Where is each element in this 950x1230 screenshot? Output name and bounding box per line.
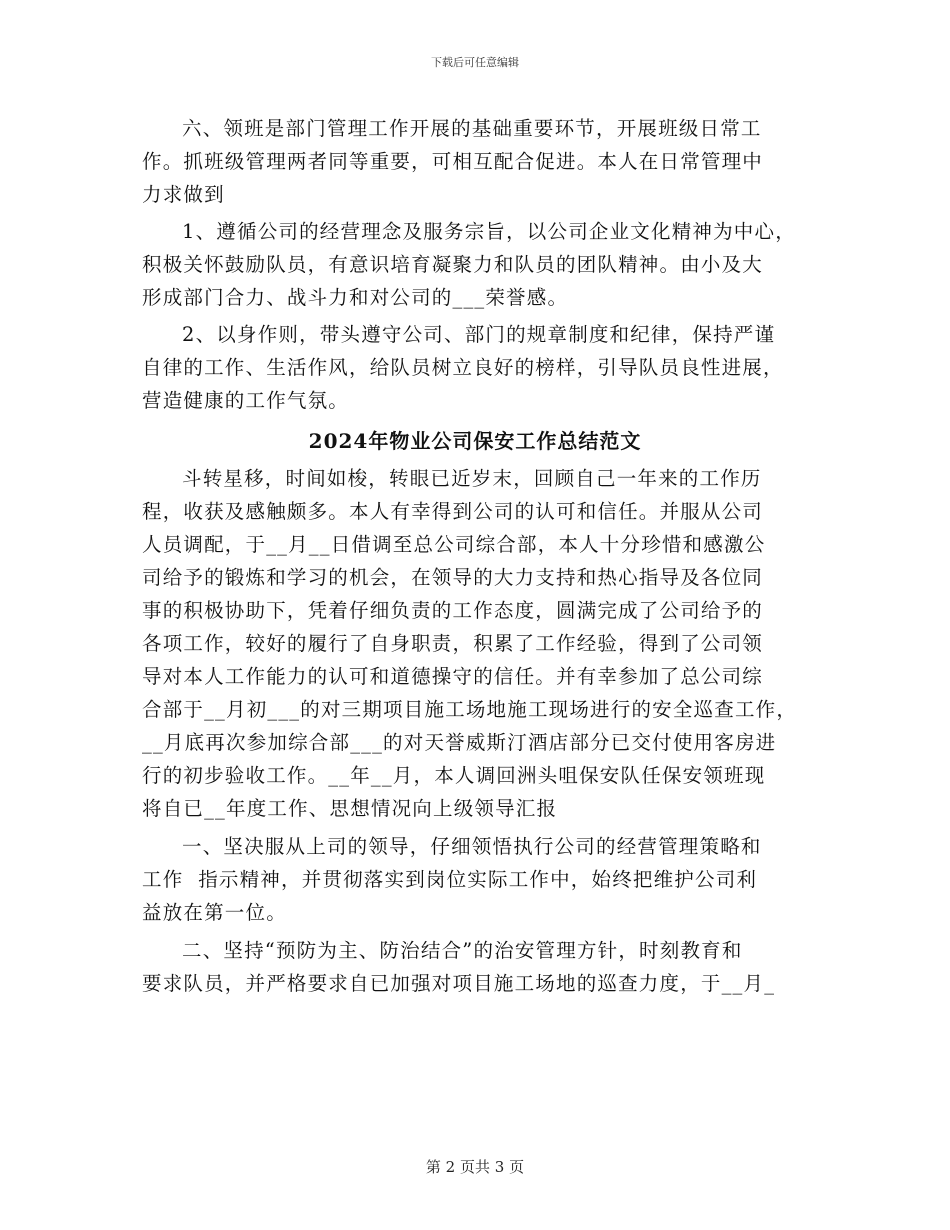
text-line: 行的初步验收工作。__年__月，本人调回洲头咀保安队任保安领班现 xyxy=(142,764,766,787)
text-line: 斗转星移，时间如梭，转眼已近岁末，回顾自己一年来的工作历 xyxy=(182,467,762,490)
text-line: 营造健康的工作气氛。 xyxy=(142,389,350,412)
text-line: 1、遵循公司的经营理念及服务宗旨，以公司企业文化精神为中心， xyxy=(182,220,796,243)
paragraph-section-six xyxy=(142,112,808,211)
text-line: 积极关怀鼓励队员，有意识培育凝聚力和队员的团队精神。由小及大 xyxy=(142,253,764,276)
text-line: 工作 指示精神，并贯彻落实到岗位实际工作中，始终把维护公司利 xyxy=(142,868,758,891)
paragraph-point-two xyxy=(142,934,808,1000)
text-line: 益放在第一位。 xyxy=(142,901,287,924)
text-line: 六、领班是部门管理工作开展的基础重要环节，开展班级日常工 xyxy=(182,117,762,140)
text-line: 程，收获及感触颇多。本人有幸得到公司的认可和信任。并服从公司 xyxy=(142,500,764,523)
article-title: 2024年物业公司保安工作总结范文 xyxy=(308,429,642,453)
text-line: 事的积极协助下，凭着仔细负责的工作态度，圆满完成了公司给予的 xyxy=(142,599,764,622)
paragraph-intro xyxy=(142,462,808,825)
document-body xyxy=(142,112,808,1000)
text-line: 各项工作，较好的履行了自身职责，积累了工作经验，得到了公司领 xyxy=(142,632,764,655)
text-line: 自律的工作、生活作风，给队员树立良好的榜样，引导队员良性进展， xyxy=(142,356,784,379)
text-line: 合部于__月初___的对三期项目施工场地施工现场进行的安全巡查工作， xyxy=(142,698,798,721)
page-number-footer: 第 2 页共 3 页 xyxy=(425,1158,525,1176)
text-line: 将自已__年度工作、思想情况向上级领导汇报 xyxy=(142,797,558,820)
text-line: 二、坚持“预防为主、防治结合”的治安管理方针，时刻教育和 xyxy=(182,939,743,962)
paragraph-item-one xyxy=(142,215,808,314)
text-line: __月底再次参加综合部___的对天誉威斯汀酒店部分已交付使用客房进 xyxy=(142,731,777,754)
paragraph-point-one xyxy=(142,830,808,929)
text-line: 司给予的锻炼和学习的机会，在领导的大力支持和热心指导及各位同 xyxy=(142,566,764,589)
text-line: 一、坚决服从上司的领导，仔细领悟执行公司的经营管理策略和 xyxy=(182,835,762,858)
text-line: 形成部门合力、战斗力和对公司的___荣誉感。 xyxy=(142,286,569,309)
text-line: 力求做到 xyxy=(142,183,225,206)
text-line: 导对本人工作能力的认可和道德操守的信任。并有幸参加了总公司综 xyxy=(142,665,764,688)
page-header-note: 下载后可任意编辑 xyxy=(431,56,519,69)
paragraph-item-two xyxy=(142,318,808,417)
text-line: 人员调配，于__月__日借调至总公司综合部，本人十分珍惜和感激公 xyxy=(142,533,766,556)
text-line: 2、以身作则，带头遵守公司、部门的规章制度和纪律，保持严谨 xyxy=(182,323,776,346)
text-line: 作。抓班级管理两者同等重要，可相互配合促进。本人在日常管理中 xyxy=(142,150,764,173)
text-line: 要求队员，并严格要求自已加强对项目施工场地的巡查力度，于__月_ xyxy=(142,972,776,995)
